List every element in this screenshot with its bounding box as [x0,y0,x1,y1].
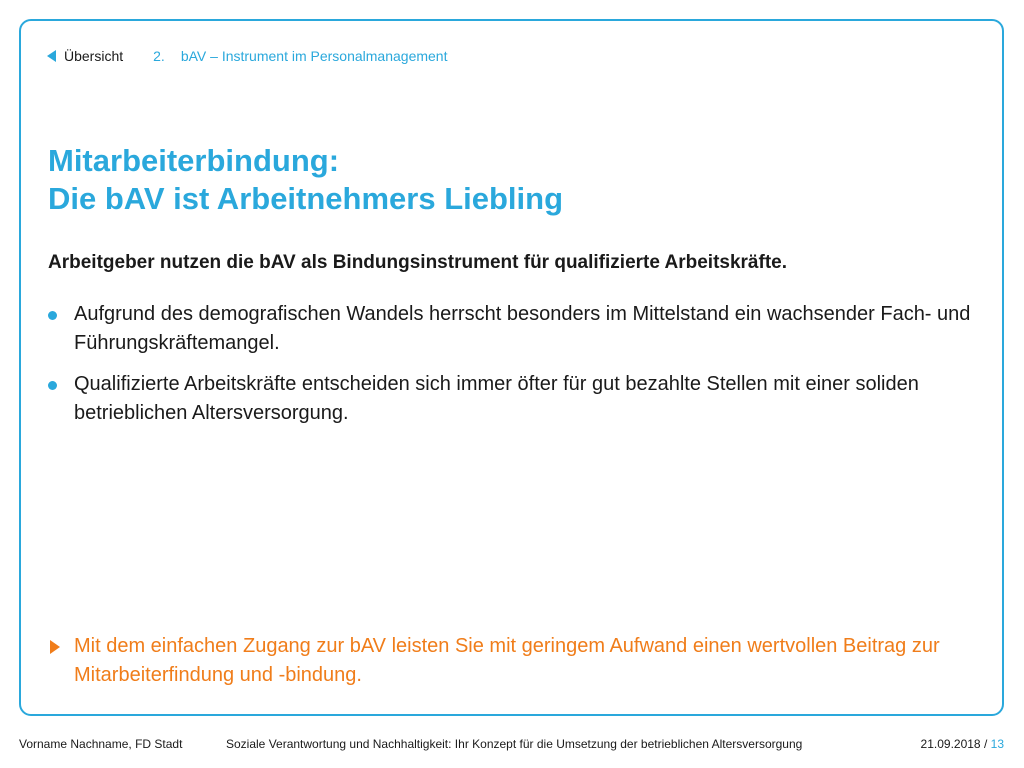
navigation-bar [47,46,447,66]
bullet-item [48,370,978,428]
footer-date-page [921,737,1004,751]
bullet-dot-icon [48,311,57,320]
slide-subtitle: Arbeitgeber nutzen die bAV als Bindungsinstrument für qualifizierte Arbeitskräfte. [48,252,787,273]
footer-separator: / [983,737,988,751]
bullet-dot-icon [48,381,57,390]
callout-text: Mit dem einfachen Zugang zur bAV leisten Sie mit geringem Aufwand einen wertvollen Beitrag zur Mitarbeiterfindung und -bindung. [74,635,940,686]
triangle-right-icon [50,640,60,654]
slide-title [48,142,563,218]
overview-label: Übersicht [64,48,124,64]
bullet-text: Aufgrund des demografischen Wandels herrscht besonders im Mittelstand ein wachsender Fach- und Führungskräftemangel. [74,303,971,354]
callout [48,632,974,690]
section-number: 2. [153,48,165,64]
bullet-text: Qualifizierte Arbeitskräfte entscheiden sich immer öfter für gut bezahlte Stellen mit einer soliden betrieblichen Altersversorgung. [74,373,919,424]
slide-title-line-1: Mitarbeiterbindung: [48,143,340,178]
slide-title-line-2: Die bAV ist Arbeitnehmers Liebling [48,181,564,216]
overview-back-link[interactable] [47,48,123,64]
page-number: 13 [990,737,1004,751]
bullet-list [48,300,978,440]
triangle-left-icon [47,50,56,62]
footer-date: 21.09.2018 [920,737,981,751]
footer-author: Vorname Nachname, FD Stadt [19,737,183,751]
footer [0,737,1024,757]
section-title: bAV – Instrument im Personalmanagement [180,48,448,64]
footer-topic: Soziale Verantwortung und Nachhaltigkeit: Ihr Konzept für die Umsetzung der betrieblichen Altersversorgung [226,737,803,751]
breadcrumb[interactable] [153,48,447,64]
bullet-item [48,300,978,358]
